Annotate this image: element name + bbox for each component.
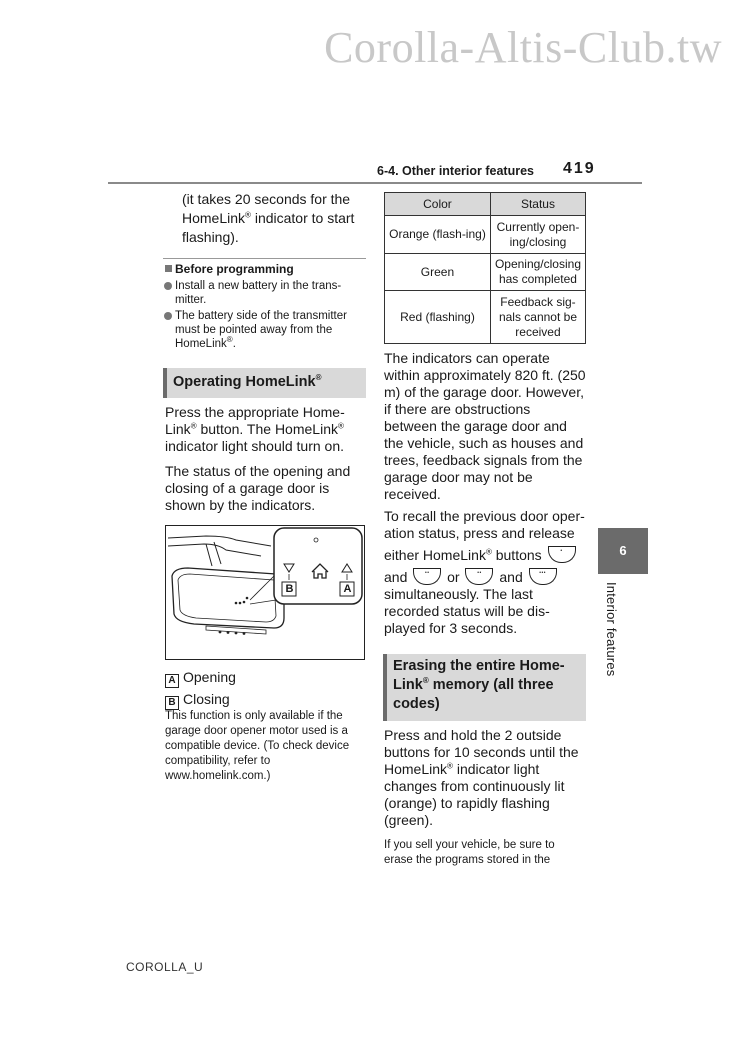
range-paragraph: The indicators can operate within approximately 820 ft. (250 m) of the garage door. However, if there are obstructions between the garage door and the vehicle, such as houses and trees, feedback signals from the garage door may not be received.	[384, 350, 586, 502]
intro-line-2: HomeLink® indicator to start	[182, 210, 355, 226]
operating-homelink-heading: Operating HomeLink®	[163, 368, 366, 398]
mirror-figure	[165, 525, 365, 660]
intro-line-3: flashing).	[182, 229, 239, 245]
table-cell-color: Green	[385, 254, 491, 291]
table-header-color: Color	[385, 193, 491, 216]
watermark-text: Corolla-Altis-Club.tw	[324, 23, 722, 72]
indicator-status-table	[384, 192, 586, 344]
before-programming-heading: Before programming	[165, 262, 294, 276]
homelink-button-2-icon: ••	[465, 568, 493, 585]
legend-badge: B	[165, 696, 179, 710]
recall-paragraph	[384, 508, 586, 637]
intro-line-1: (it takes 20 seconds for the	[182, 191, 351, 207]
recall-line-3: either HomeLink® buttons •	[384, 546, 586, 564]
table-cell-status: Feedback sig-nals cannot be received	[490, 291, 585, 344]
legend-item-opening: A Opening	[165, 666, 236, 688]
square-bullet-icon	[165, 265, 172, 272]
mirror-illustration	[166, 526, 364, 659]
before-programming-rule	[163, 258, 366, 259]
circle-bullet-icon	[164, 282, 172, 290]
section-title: 6-4. Other interior features	[377, 164, 534, 178]
table-cell-status: Currently open-ing/closing	[490, 216, 585, 254]
sell-vehicle-note: If you sell your vehicle, be sure to erase the programs stored in the	[384, 839, 555, 866]
chapter-tab-label: Interior features	[604, 582, 619, 677]
table-cell-color: Red (flashing)	[385, 291, 491, 344]
before-programming-list	[175, 279, 367, 351]
list-item: Install a new battery in the trans-mitter.	[175, 279, 367, 307]
operating-line-3: indicator light should turn on.	[165, 438, 344, 454]
footer-model-code: COROLLA_U	[126, 960, 204, 974]
table-header-row	[385, 193, 586, 216]
table-header-status: Status	[490, 193, 585, 216]
intro-paragraph	[182, 190, 372, 247]
table-cell-status: Opening/closing has completed	[490, 254, 585, 291]
homelink-button-2-icon: ••	[413, 568, 441, 585]
recall-line-4: and •• or •• and •••	[384, 568, 586, 586]
erasing-paragraph: Press and hold the 2 outside buttons for 10 seconds until the HomeLink® indicator light changes from continuously lit (orange) to rapidly flashing (green).	[384, 727, 579, 828]
table-row	[385, 216, 586, 254]
homelink-button-3-icon: •••	[529, 568, 557, 585]
operating-line-1: Press the appropriate Home-	[165, 404, 345, 420]
header-rule	[108, 182, 642, 184]
figure-label-a: A	[343, 583, 352, 595]
recall-line-2: ation status, press and release	[384, 525, 575, 541]
page-number: 419	[563, 160, 596, 177]
legend-item-closing: B Closing	[165, 688, 236, 710]
table-row	[385, 291, 586, 344]
operating-status-paragraph: The status of the opening and closing of a garage door is shown by the indicators.	[165, 463, 351, 513]
operating-line-2: Link® button. The HomeLink®	[165, 421, 344, 437]
list-item: The battery side of the transmitter must be pointed away from the HomeLink®.	[175, 309, 367, 351]
operating-paragraph	[165, 404, 365, 514]
figure-legend	[165, 666, 236, 710]
legend-badge: A	[165, 674, 179, 688]
figure-label-b: B	[285, 583, 294, 595]
recall-line-5: simultaneously. The last recorded status will be dis-played for 3 seconds.	[384, 586, 550, 636]
table-cell-color: Orange (flash-ing)	[385, 216, 491, 254]
homelink-button-1-icon: •	[548, 546, 576, 563]
chapter-tab: 6	[598, 528, 648, 574]
circle-bullet-icon	[164, 312, 172, 320]
function-note: This function is only available if the garage door opener motor used is a compatible device. (To check device compatibility, refer to www.homelink.com.)	[165, 710, 350, 782]
erasing-memory-heading: Erasing the entire Home- Link® memory (all three codes)	[383, 654, 586, 721]
table-row	[385, 254, 586, 291]
recall-line-1: To recall the previous door oper-	[384, 508, 585, 524]
